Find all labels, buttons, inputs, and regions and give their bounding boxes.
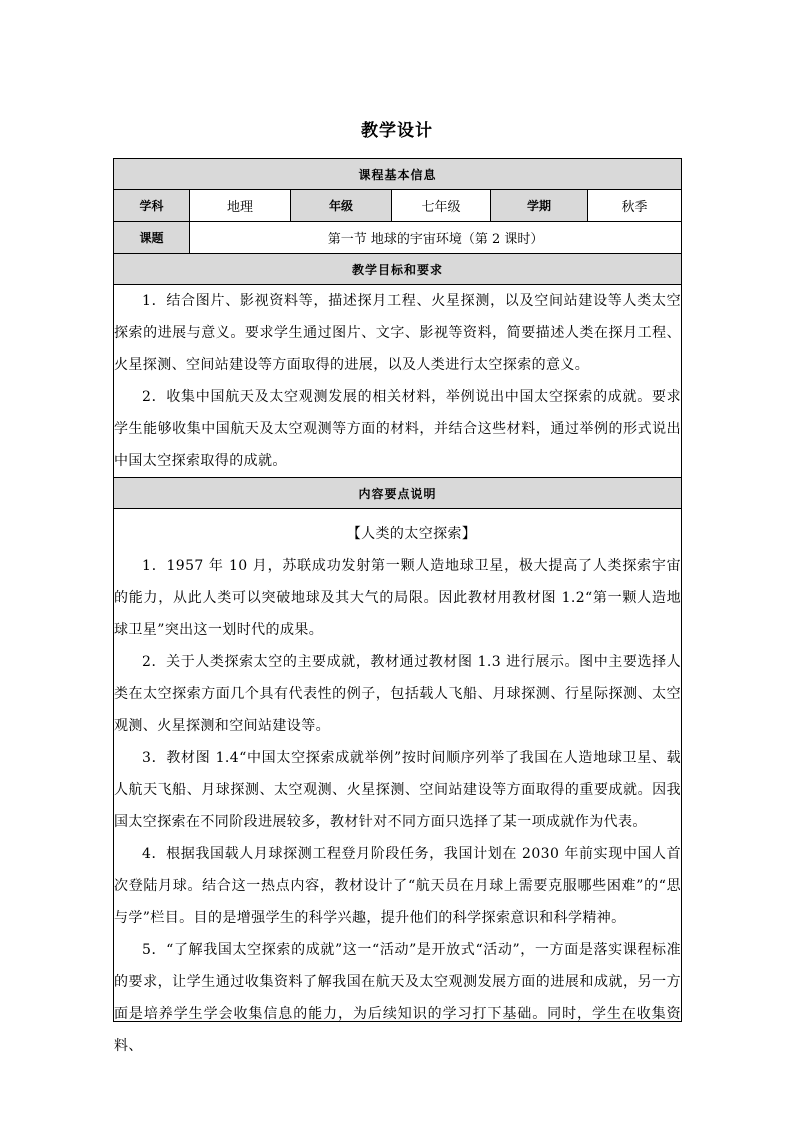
topic-label: 课题 [114,222,190,254]
topic-row [114,222,682,254]
content-paragraph: 3．教材图 1.4“中国太空探索成就举例”按时间顺序列举了我国在人造地球卫星、载人航天飞船、月球探测、太空观测、火星探测、空间站建设等方面取得的重要成就。因我国太空探索在不同阶段进展较多，教材针对不同方面只选择了某一项成就作为代表。 [114,750,682,830]
objectives-body [114,285,682,478]
objectives-header: 教学目标和要求 [114,254,682,285]
subject-label: 学科 [114,190,190,222]
grade-label: 年级 [291,190,392,222]
section-tag: 【人类的太空探索】 [346,526,477,542]
objectives-row [114,285,682,478]
basic-info-header-row [114,159,682,190]
topic-value: 第一节 地球的宇宙环境（第 2 课时） [190,222,682,254]
grade-value: 七年级 [392,190,491,222]
content-header: 内容要点说明 [114,478,682,509]
objective-paragraph: 1．结合图片、影视资料等，描述探月工程、火星探测，以及空间站建设等人类太空探索的进展与意义。要求学生通过图片、文字、影视等资料，简要描述人类在探月工程、火星探测、空间站建设等方面取得的进展，以及人类进行太空探索的意义。 [114,293,682,373]
subject-value: 地理 [190,190,291,222]
content-row [114,509,682,1022]
document-title: 教学设计 [361,121,433,141]
content-paragraph: 5．“了解我国太空探索的成就”这一“活动”是开放式“活动”，一方面是落实课程标准的要求，让学生通过收集资料了解我国在航天及太空观测发展方面的进展和成就，另一方面是培养学生学会收集信息的能力，为后续知识的学习打下基础。同时，学生在收集资料、 [114,942,682,1054]
content-paragraph: 2．关于人类探索太空的主要成就，教材通过教材图 1.3 进行展示。图中主要选择人类在太空探索方面几个具有代表性的例子，包括载人飞船、月球探测、行星际探测、太空观测、火星探测和空间站建设等。 [114,654,682,734]
basic-info-header: 课程基本信息 [114,159,682,190]
objective-paragraph: 2．收集中国航天及太空观测发展的相关材料，举例说出中国太空探索的成就。要求学生能够收集中国航天及太空观测等方面的材料，并结合这些材料，通过举例的形式说出中国太空探索取得的成就。 [114,389,682,469]
term-label: 学期 [491,190,588,222]
content-body [114,509,682,1054]
term-value: 秋季 [588,190,682,222]
content-paragraph: 4．根据我国载人月球探测工程登月阶段任务，我国计划在 2030 年前实现中国人首次登陆月球。结合这一热点内容，教材设计了“航天员在月球上需要克服哪些困难”的“思与学”栏目。目的是增强学生的科学兴趣，提升他们的科学探索意识和科学精神。 [114,846,682,926]
content-header-row [114,478,682,509]
content-paragraph: 1．1957 年 10 月，苏联成功发射第一颗人造地球卫星，极大提高了人类探索宇宙的能力，从此人类可以突破地球及其大气的局限。因此教材用教材图 1.2“第一颗人造地球卫星”突出这一划时代的成果。 [114,558,682,638]
basic-info-row [114,190,682,222]
lesson-design-table [113,158,682,1054]
objectives-header-row [114,254,682,285]
